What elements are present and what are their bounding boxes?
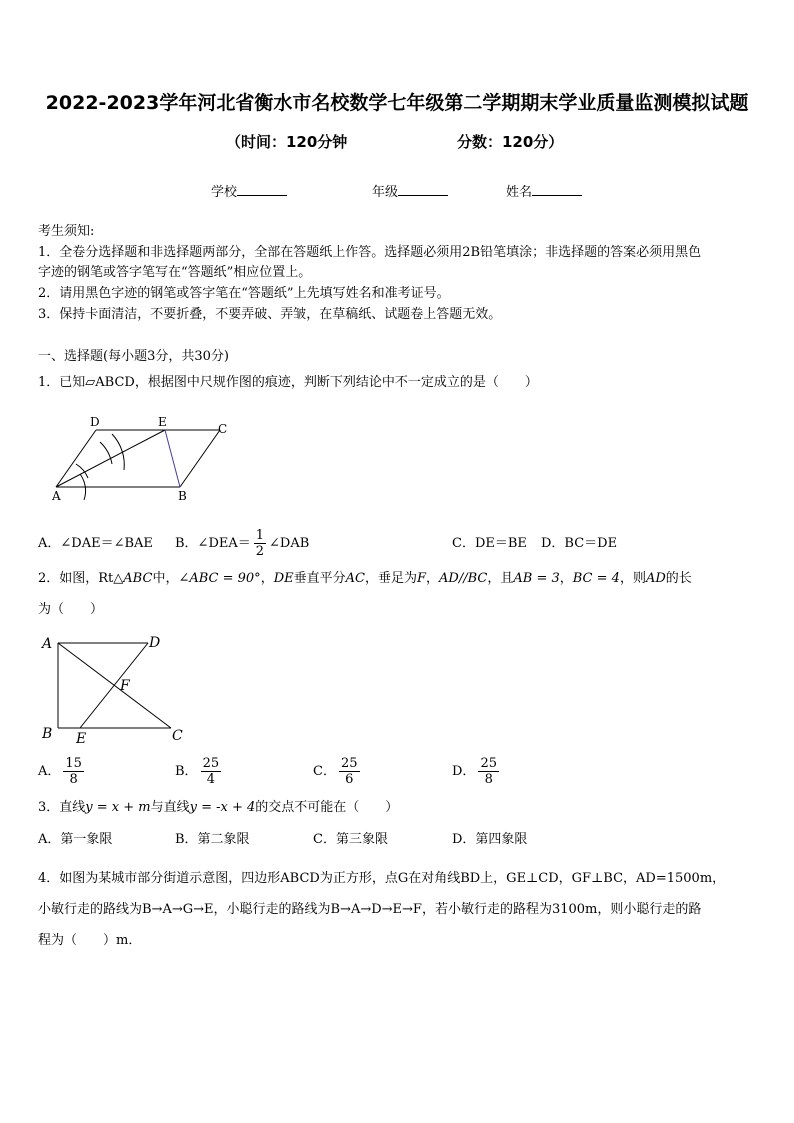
q1-arc-near-a <box>76 464 88 500</box>
q2-option-b-num: 25 <box>202 756 220 771</box>
q2-option-d-num: 25 <box>480 756 497 771</box>
grade-blank[interactable] <box>398 183 448 196</box>
q1-option-b-suffix: ∠DAB <box>269 536 310 551</box>
name-field[interactable] <box>506 181 582 200</box>
q2-option-d-den: 8 <box>484 772 493 787</box>
q2-option-a[interactable] <box>38 752 87 792</box>
q2-figure <box>36 630 196 750</box>
q1-segment-eb <box>165 430 180 487</box>
q2-angle: ∠ABC = 90° <box>178 571 261 586</box>
q3-text-c: 的交点不可能在（ ） <box>255 800 399 815</box>
q2-label-e: E <box>76 731 87 747</box>
q2-de: DE <box>273 571 294 586</box>
school-label: 学校 <box>211 185 238 200</box>
q2-label-f: F <box>120 678 130 694</box>
q3-option-a[interactable]: A．第一象限 <box>38 832 113 847</box>
q3-stem <box>38 798 398 818</box>
q2-option-b-fraction <box>201 756 222 787</box>
q1-option-b[interactable] <box>175 524 309 564</box>
q2-option-c-num: 25 <box>340 756 358 771</box>
q4-stem-line-3: 程为（ ）m． <box>38 933 142 948</box>
q2-option-a-den: 8 <box>69 772 78 787</box>
q2-option-c[interactable] <box>313 752 363 792</box>
q2-option-d[interactable] <box>452 752 502 792</box>
q2-label-d: D <box>149 635 161 651</box>
q2-text-e: ，垂足为 <box>364 571 417 586</box>
q1-side-ad <box>56 430 96 487</box>
school-field[interactable] <box>211 181 287 200</box>
q2-option-d-key: D． <box>452 764 476 779</box>
q2-option-b-key: B． <box>175 764 198 779</box>
q2-option-b[interactable] <box>175 752 224 792</box>
q2-stem-line-2: 为（ ） <box>38 602 104 617</box>
q2-text-i: ，则 <box>619 571 646 586</box>
notice-item-1-cont: 字迹的钢笔或答字笔写在“答题纸”相应位置上。 <box>38 265 312 280</box>
q1-label-e: E <box>158 415 167 429</box>
q2-f: F <box>417 571 427 586</box>
q3-option-d[interactable]: D．第四象限 <box>452 832 528 847</box>
q1-label-c: C <box>218 422 228 436</box>
q2-parallel: AD//BC <box>439 571 488 586</box>
name-blank[interactable] <box>532 183 582 196</box>
q2-option-c-fraction <box>339 756 360 787</box>
q1-stem: 1．已知▱ABCD，根据图中尺规作图的痕迹，判断下列结论中不一定成立的是（ ） <box>38 375 538 390</box>
q1-option-a[interactable]: A．∠DAE＝∠BAE <box>38 536 153 551</box>
q4-stem-line-1: 4．如图为某城市部分街道示意图，四边形ABCD为正方形，点G在对角线BD上，GE⊥CD，GF⊥BC，AD=1500m， <box>38 871 726 886</box>
q2-option-a-fraction <box>63 756 84 787</box>
section-heading: 一、选择题(每小题3分，共30分) <box>38 349 229 364</box>
q1-option-d[interactable]: D．BC＝DE <box>541 536 618 551</box>
q2-ac: AC <box>345 571 365 586</box>
q1-label-a: A <box>52 489 61 503</box>
q1-side-cb <box>180 430 220 487</box>
notice-heading: 考生须知: <box>38 224 95 239</box>
q2-option-c-key: C． <box>313 764 336 779</box>
q2-label-b: B <box>42 726 53 742</box>
name-label: 姓名 <box>506 185 533 200</box>
q2-option-c-den: 6 <box>345 772 354 787</box>
q3-text-b: 与直线 <box>150 800 190 815</box>
q1-parallelogram-figure <box>40 412 240 504</box>
exam-time: （时间：120分钟 <box>226 133 348 151</box>
grade-label: 年级 <box>372 185 399 200</box>
q4-stem-line-2: 小敏行走的路线为B→A→G→E，小聪行走的路线为B→A→D→E→F，若小敏行走的路程为3100m，则小聪行走的路 <box>38 902 702 917</box>
q2-stem-line-1 <box>38 569 692 589</box>
q1-option-b-fraction <box>254 528 266 559</box>
q2-text-j: 的长 <box>665 571 692 586</box>
q2-text-b: 中， <box>152 571 179 586</box>
q2-option-a-key: A． <box>38 764 61 779</box>
q2-label-a: A <box>42 636 53 652</box>
q1-option-b-num: 1 <box>255 528 265 543</box>
q2-segment-de <box>80 643 148 728</box>
q2-text-d: 垂直平分 <box>293 571 346 586</box>
exam-score: 分数：120分） <box>457 133 564 151</box>
q2-text-c: ， <box>260 571 274 586</box>
q2-text-h: ， <box>559 571 573 586</box>
page-title: 2022-2023学年河北省衡水市名校数学七年级第二学期期末学业质量监测模拟试题 <box>45 92 749 114</box>
q1-arc-right <box>112 434 124 470</box>
q2-label-c: C <box>172 728 183 744</box>
q3-option-c[interactable]: C．第三象限 <box>313 832 388 847</box>
q3-line-1: y = x + m <box>85 800 151 815</box>
q1-option-c[interactable]: C．DE＝BE <box>452 536 527 551</box>
q1-label-b: B <box>178 489 187 503</box>
q3-text-a: 3．直线 <box>38 800 86 815</box>
q1-option-b-prefix: B．∠DEA＝ <box>175 536 251 551</box>
q2-triangle: △ABC <box>113 571 153 586</box>
q2-bc: BC = 4 <box>572 571 620 586</box>
q2-text-g: ，且 <box>487 571 514 586</box>
q1-label-d: D <box>90 415 100 429</box>
q2-text-a: 2．如图，Rt <box>38 571 114 586</box>
q3-line-2: y = -x + 4 <box>189 800 256 815</box>
q2-text-f: ， <box>426 571 440 586</box>
notice-item-1: 1．全卷分选择题和非选择题两部分，全部在答题纸上作答。选择题必须用2B铅笔填涂；非选择题的答案必须用黑色 <box>38 245 702 260</box>
school-blank[interactable] <box>237 183 287 196</box>
q2-ad: AD <box>645 571 666 586</box>
q2-ab: AB = 3 <box>513 571 560 586</box>
notice-item-2: 2．请用黑色字迹的钢笔或答字笔在“答题纸”上先填写姓名和准考证号。 <box>38 286 450 301</box>
q1-option-b-den: 2 <box>255 544 265 559</box>
q3-option-b[interactable]: B．第二象限 <box>175 832 250 847</box>
q2-option-d-fraction <box>478 756 499 787</box>
grade-field[interactable] <box>372 181 448 200</box>
q2-option-b-den: 4 <box>206 772 215 787</box>
notice-item-3: 3．保持卡面清洁，不要折叠，不要弄破、弄皱，在草稿纸、试题卷上答题无效。 <box>38 307 502 322</box>
q2-option-a-num: 15 <box>65 756 82 771</box>
